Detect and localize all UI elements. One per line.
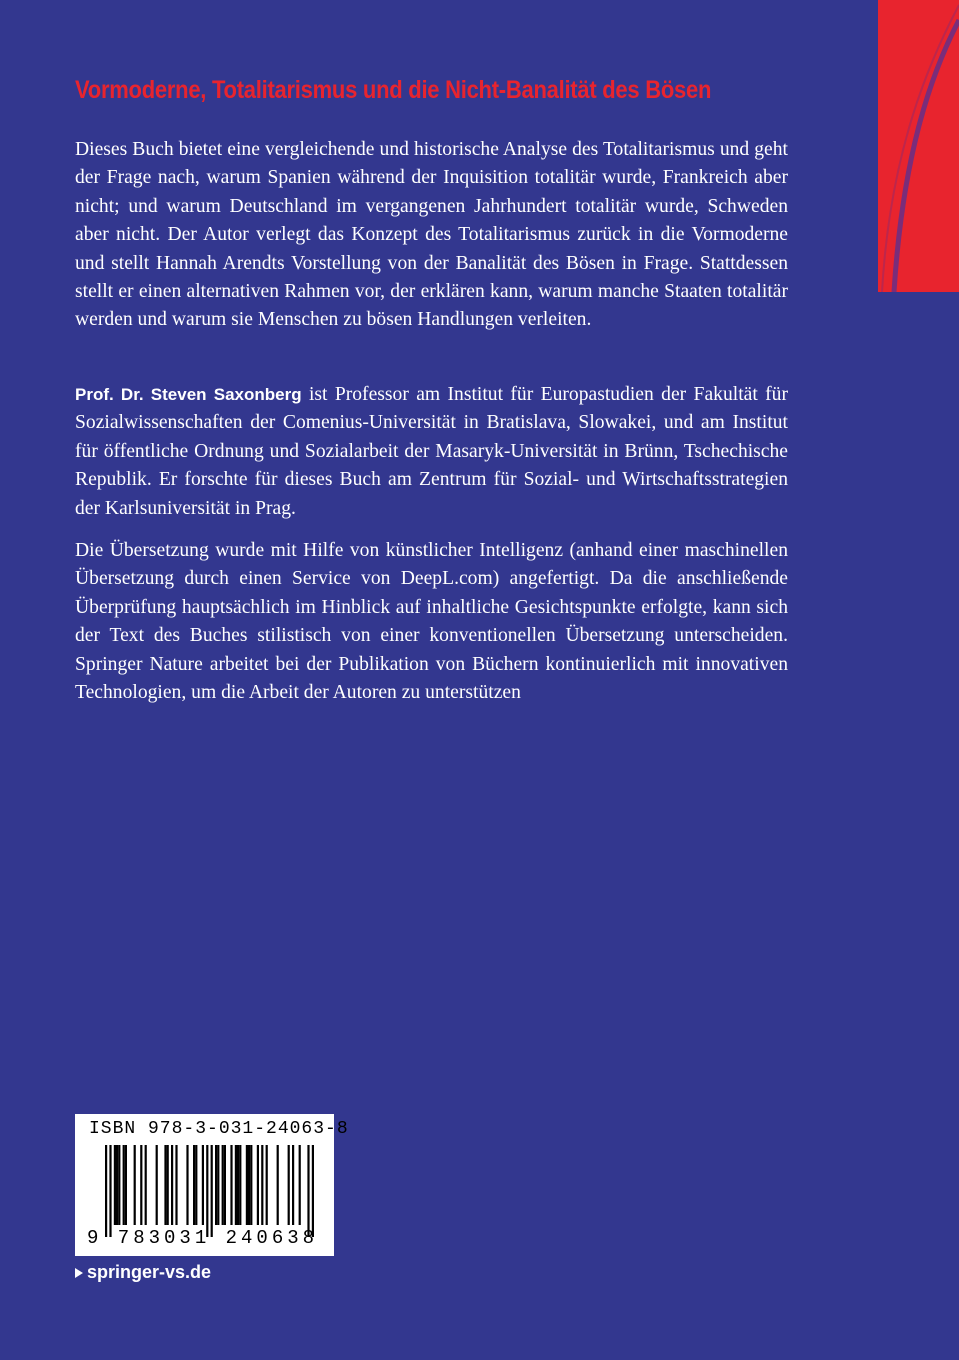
barcode-bar <box>211 1145 213 1237</box>
barcode-bar <box>116 1145 118 1225</box>
arrow-right-icon <box>75 1268 83 1278</box>
barcode-bar <box>175 1145 177 1225</box>
barcode-bar <box>167 1145 169 1225</box>
barcode-bar <box>250 1145 252 1225</box>
barcode-bar <box>125 1145 127 1225</box>
barcode-bar <box>292 1145 294 1225</box>
publisher-link[interactable] <box>75 1262 211 1283</box>
barcode-bar <box>118 1145 120 1225</box>
barcode-bar <box>307 1145 309 1237</box>
barcode-bar <box>186 1145 188 1225</box>
barcode-bar <box>246 1145 248 1225</box>
barcode-bar <box>109 1145 111 1237</box>
barcode-bar <box>239 1145 241 1225</box>
author-name: Prof. Dr. Steven Saxonberg <box>75 385 302 404</box>
corner-accent <box>878 0 959 292</box>
isbn-barcode <box>75 1114 349 1256</box>
barcode-bar <box>235 1145 237 1225</box>
publisher-site: springer-vs.de <box>87 1262 212 1282</box>
barcode-bar <box>266 1145 268 1225</box>
barcode-bar <box>299 1145 301 1225</box>
barcode-bar <box>195 1145 197 1225</box>
barcode-bar <box>193 1145 195 1225</box>
barcode-bar <box>202 1145 204 1225</box>
barcode-bar <box>215 1145 217 1225</box>
barcode-bar <box>312 1145 314 1237</box>
barcode-bar <box>230 1145 232 1225</box>
book-title: Vormoderne, Totalitarismus und die Nicht-Banalität des Bösen <box>75 76 712 104</box>
barcode-bar <box>277 1145 279 1225</box>
barcode-bar <box>217 1145 219 1225</box>
barcode-bar <box>288 1145 290 1225</box>
author-bio-text: ist Professor am Institut für Europastudien der Fakultät für Sozialwissenschaften der Comenius-Universität in Bratislava, Slowakei, und am Institut für öffentliche Ordnung und Sozialarbeit der Masaryk-Universität in Brünn, Tschechische Republik. Er forschte für dieses Buch am Zentrum für Sozial- und Wirtschaftsstrategien der Karlsuniversität in Prag. <box>75 384 788 519</box>
author-bio <box>75 381 788 523</box>
barcode-bar <box>140 1145 142 1225</box>
barcode-bar <box>105 1145 107 1237</box>
isbn-label: ISBN 978-3-031-24063-8 <box>89 1119 349 1139</box>
barcode-bar <box>164 1145 166 1225</box>
barcode-bar <box>134 1145 136 1225</box>
book-description: Dieses Buch bietet eine vergleichende und historische Analyse des Totalitarismus und geht der Frage nach, warum Spanien während der Inquisition totalitär wurde, Frankreich aber nicht; und warum Deutschland im vergangenen Jahrhundert totalitär wurde, Schweden aber nicht. Der Autor verlegt das Konzept des Totalitarismus zurück in die Vormoderne und stellt Hannah Arendts Vorstellung von der Banalität des Bösen in Frage. Stattdessen stellt er einen alternativen Rahmen vor, der erklären kann, warum manche Staaten totalitär werden und warum sie Menschen zu bösen Handlungen verleiten. <box>75 139 788 331</box>
barcode-bar <box>145 1145 147 1225</box>
barcode-bar <box>156 1145 158 1225</box>
barcode-bar <box>171 1145 173 1225</box>
barcode-bar <box>257 1145 259 1225</box>
barcode-bar <box>123 1145 125 1225</box>
barcode-bar <box>114 1145 116 1225</box>
barcode-digits: 9 783031 240638 <box>87 1227 319 1249</box>
barcode-bar <box>224 1145 226 1225</box>
translation-note: Die Übersetzung wurde mit Hilfe von künstlicher Intelligenz (anhand einer maschinellen Übersetzung durch einen Service von DeepL.com) angefertigt. Da die anschließende Überprüfung hauptsächlich im Hinblick auf inhaltliche Gesichtspunkte erfolgte, kann sich der Text des Buches stilistisch von einer konventionellen Übersetzung unterscheiden. Springer Nature arbeitet bei der Publikation von Büchern kontinuierlich mit innovativen Technologien, um die Arbeit der Autoren zu unterstützen <box>75 540 788 704</box>
barcode-bar <box>248 1145 250 1225</box>
barcode-bar <box>261 1145 263 1225</box>
barcode-bar <box>222 1145 224 1225</box>
barcode-bar <box>237 1145 239 1225</box>
barcode-bar <box>206 1145 208 1237</box>
